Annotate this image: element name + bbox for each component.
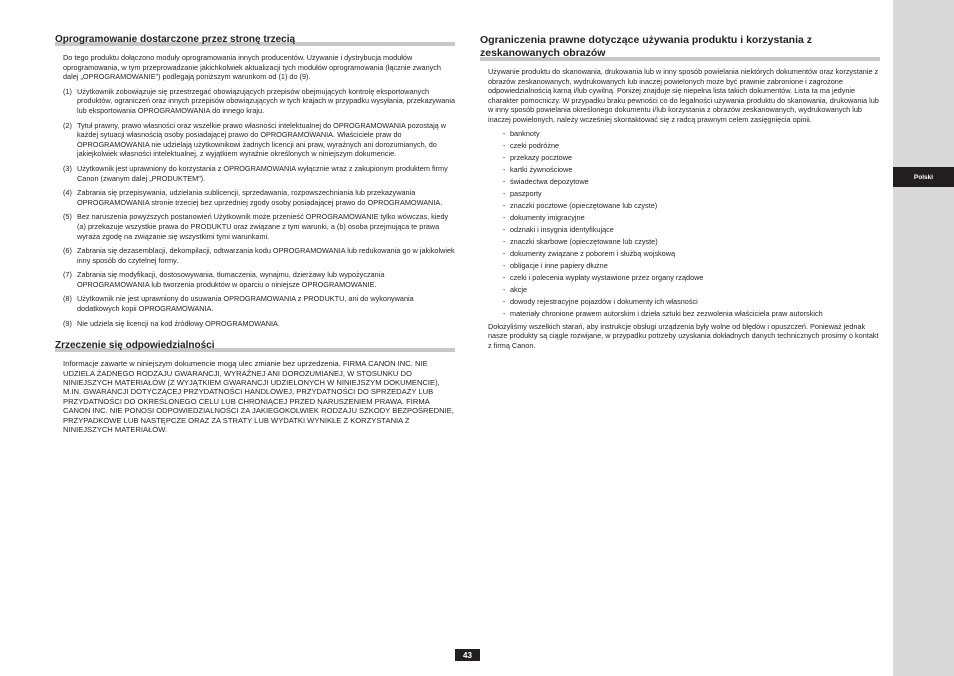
list-item xyxy=(55,212,455,241)
list-item: - znaczki pocztowe (opieczętowane lub czyste) xyxy=(480,200,880,212)
list-item: - akcje xyxy=(480,284,880,296)
list-item xyxy=(55,270,455,289)
list-item: - paszporty xyxy=(480,188,880,200)
list-item: - dowody rejestracyjne pojazdów i dokumenty ich własności xyxy=(480,296,880,308)
list-item xyxy=(55,246,455,265)
language-tab-label: Polski xyxy=(913,173,934,181)
list-item: - kartki żywnościowe xyxy=(480,164,880,176)
item-text: Nie udziela się licencji na kod źródłowy OPROGRAMOWANIA. xyxy=(77,318,280,328)
item-number: (3) xyxy=(63,163,72,173)
item-text: Zabrania się dezasemblacji, dekompilacji, odtwarzania kodu OPROGRAMOWANIA lub redukowania go w jakikolwiek inny sposób do czytelnej formy. xyxy=(77,246,455,265)
list-item xyxy=(55,188,455,207)
disclaimer-body: Informacje zawarte w niniejszym dokumencie mogą ulec zmianie bez uprzedzenia. FIRMA CANON INC. NIE UDZIELA ŻADNEGO RODZAJU GWARANCJI, WYRAŹNEJ ANI DOROZUMIANEJ, W STOSUNKU DO NINIEJSZYCH MATERIAŁÓW (Z WYJĄTKIEM GWARANCJI UDZIELONYCH W NINIEJSZYM DOKUMENCIE), M.IN. GWARANCJI DOTYCZĄCEJ PRZYDATNOŚCI HANDLOWEJ, PRZYDATNOŚCI DO SPRZEDAŻY LUB PRZYDATNOŚCI DO OKREŚLONEGO CELU LUB CHRONIĄCEJ PRZED NARUSZENIEM PRAWA. FIRMA CANON INC. NIE PONOSI ODPOWIEDZIALNOŚCI ZA JAKIEGOKOLWIEK RODZAJU SZKODY BEZPOŚREDNIE, PRZYPADKOWE LUB NASTĘPCZE ORAZ ZA STRATY LUB WYDATKI WYNIKŁE Z KORZYSTANIA Z NINIEJSZYCH MATERIAŁÓW. xyxy=(63,359,454,435)
item-text: Użytkownik nie jest uprawniony do usuwania OPROGRAMOWANIA z PRODUKTU, ani do wykonywania dodatkowych kopii OPROGRAMOWANIA. xyxy=(77,294,414,314)
list-item: - dokumenty imigracyjne xyxy=(480,212,880,224)
list-item xyxy=(55,164,455,183)
side-strip xyxy=(893,0,954,676)
item-text: Zabrania się przepisywania, udzielania sublicencji, sprzedawania, rozpowszechniania lub przekazywania OPROGRAMOWANIA stronie trzeciej bez uprzedniej zgody osoby posiadającej prawo do OPROGRAMOWANIA. xyxy=(77,188,443,207)
disclaimer-section-title: Zrzeczenie się odpowiedzialności xyxy=(55,340,455,351)
item-text: Zabrania się modyfikacji, dostosowywania, tłumaczenia, wynajmu, dzierżawy lub wypożyczania OPROGRAMOWANIA lub tworzenia produktów w oparciu o niniejsze OPROGRAMOWANIE. xyxy=(77,270,385,289)
page-number xyxy=(455,649,480,661)
item-text: Użytkownik zobowiązuje się przestrzegać obowiązujących przepisów obejmujących kontrolę eksportowanych produktów, ograniczeń oraz innych przepisów obowiązujących w tych krajach w przypadku wysyłania, przekazywania lub eksportowania OPROGRAMOWANIA do innego kraju. xyxy=(77,86,455,115)
list-item: - odznaki i insygnia identyfikujące xyxy=(480,224,880,236)
list-item: - materiały chronione prawem autorskim i dzieła sztuki bez zezwolenia właściciela praw autorskich xyxy=(480,308,880,320)
item-number: (4) xyxy=(63,188,72,198)
item-number: (6) xyxy=(63,246,72,256)
list-item: - znaczki skarbowe (opieczętowane lub czyste) xyxy=(480,236,880,248)
list-item xyxy=(55,121,455,159)
list-item: - dokumenty związane z poborem i służbą wojskową xyxy=(480,248,880,260)
list-item: - przekazy pocztowe xyxy=(480,152,880,164)
legal-section-title: Ograniczenia prawne dotyczące używania produktu i korzystania z zeskanowanych obrazów xyxy=(480,34,880,60)
language-tab xyxy=(893,167,954,187)
list-item: - obligacje i inne papiery dłużne xyxy=(480,260,880,272)
item-text: Użytkownik jest uprawniony do korzystania z OPROGRAMOWANIA wyłącznie wraz z zakupionym produktem firmy Canon (zwanym dalej „PRODUKTEM”). xyxy=(77,163,448,183)
legal-outro: Dołożyliśmy wszelkich starań, aby instrukcje obsługi urządzenia były wolne od błędów i opuszczeń. Ponieważ jednak nasze produkty są ciągle rozwijane, w przypadku potrzeby uzyskania dokładnych danych technicznych prosimy o kontakt z firmą Canon. xyxy=(488,321,879,350)
left-column xyxy=(55,34,455,435)
list-item: - czeki i polecenia wypłaty wystawione przez organy rządowe xyxy=(480,272,880,284)
list-item: - czeki podróżne xyxy=(480,140,880,152)
software-intro: Do tego produktu dołączono moduły oprogramowania innych producentów. Używanie i dystrybucja modułów oprogramowania, w tym przeprowadzanie jakichkolwiek aktualizacji tych modułów oprogramowania (łącznie zwanych dalej „OPROGRAMOWANIE”) podlegają poniższym warunkom od (1) do (9). xyxy=(63,53,441,82)
item-number: (8) xyxy=(63,294,72,304)
item-number: (1) xyxy=(63,86,72,96)
restricted-documents-list xyxy=(480,128,880,320)
item-number: (5) xyxy=(63,212,72,222)
list-item: - świadectwa depozytowe xyxy=(480,176,880,188)
page-number-label: 43 xyxy=(463,650,472,660)
list-item xyxy=(55,319,455,329)
software-section-title: Oprogramowanie dostarczone przez stronę trzecią xyxy=(55,34,455,45)
legal-intro: Używanie produktu do skanowania, drukowania lub w inny sposób powielania niektórych dokumentów oraz korzystanie z obrazów zeskanowanych, wydrukowanych lub inaczej powielonych może być prawnie zabronione i zagrożone odpowiedzialnością karną i/lub cywilną. Poniżej znajduje się niepełna lista takich dokumentów. Lista ta ma jedynie charakter pomocniczy. W przypadku braku pewności co do legalności używania produktu do skanowania, drukowania lub w inny sposób powielania określonego dokumentu i/lub korzystania z obrazów zeskanowanych, wydrukowanych lub inaczej powielonych, należy wcześniej skontaktować się z radcą prawnym celem zasięgnięcia opinii. xyxy=(488,67,879,124)
right-column xyxy=(480,34,880,350)
item-number: (7) xyxy=(63,270,72,280)
item-text: Tytuł prawny, prawo własności oraz wszelkie prawo własności intelektualnej do OPROGRAMOWANIA pozostają w każdej sytuacji własnością osoby posiadającej prawo do OPROGRAMOWANIA. Właściciele praw do OPROGRAMOWANIA nie udzielają użytkownikowi żadnych licencji ani praw, wyraźnych ani dorozumianych, do jakiejkolwiek własności intelektualnej, z wyjątkiem wyraźnie określonych w niniejszym dokumencie. xyxy=(77,120,447,159)
list-item: - banknoty xyxy=(480,128,880,140)
list-item xyxy=(55,294,455,313)
list-item xyxy=(55,87,455,116)
item-number: (9) xyxy=(63,318,72,328)
item-number: (2) xyxy=(63,120,72,130)
item-text: Bez naruszenia powyższych postanowień Użytkownik może przenieść OPROGRAMOWANIE tylko wówczas, kiedy (a) przekazuje wszystkie prawa do PRODUKTU oraz związane z tym warunki, a (b) osoba przejmująca te prawa wyraża zgodę na związanie się wszystkimi tymi warunkami. xyxy=(77,212,449,241)
software-terms-list xyxy=(55,87,455,328)
